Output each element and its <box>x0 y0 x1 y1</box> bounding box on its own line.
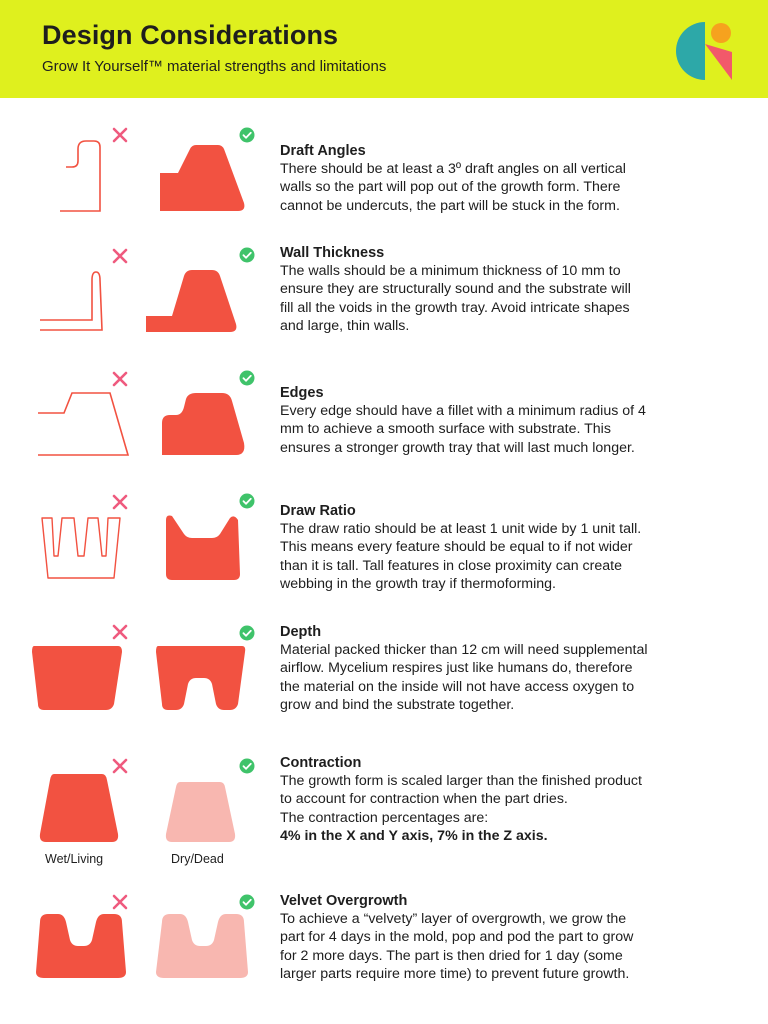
check-circle-icon <box>240 494 255 509</box>
check-circle-icon <box>240 626 255 641</box>
header-banner <box>0 0 768 98</box>
cross-icon <box>114 250 126 262</box>
check-circle-icon <box>240 371 255 386</box>
velvet-overgrowth-illustration <box>0 892 270 1012</box>
page-subtitle: Grow It Yourself™ material strengths and limitations <box>42 58 387 75</box>
check-circle-icon <box>240 248 255 263</box>
page-title: Design Considerations <box>42 20 339 50</box>
section-title: Edges <box>280 385 324 401</box>
section-body: Every edge should have a fillet with a minimum radius of 4 mm to achieve a smooth surface with substrate. This ensures a stronger growth tray that will last much longer. <box>280 403 646 456</box>
cross-icon <box>114 626 126 638</box>
check-circle-icon <box>240 128 255 143</box>
wall-thickness-illustration <box>0 244 270 364</box>
section-body: There should be at least a 3º draft angles on all vertical walls so the part will pop out of the growth form. There cannot be undercuts, the part will be stuck in the form. <box>280 161 626 214</box>
section-title: Velvet Overgrowth <box>280 893 408 909</box>
caption-wet-living: Wet/Living <box>45 852 104 866</box>
section-body: The growth form is scaled larger than the finished product to account for contraction when the part dries. The contraction percentages are: 4% in the X and Y axis, 7% in the Z axis. <box>280 772 720 846</box>
section-title: Draft Angles <box>280 143 366 159</box>
draft-angles-illustration <box>0 125 270 245</box>
contraction-illustration <box>0 754 270 874</box>
cross-icon <box>114 896 126 908</box>
caption-dry-dead: Dry/Dead <box>171 852 224 866</box>
check-circle-icon <box>240 759 255 774</box>
cross-icon <box>114 129 126 141</box>
cross-icon <box>114 760 126 772</box>
section-title: Depth <box>280 624 322 640</box>
edges-illustration <box>0 369 270 489</box>
draw-ratio-illustration <box>0 492 270 612</box>
check-circle-icon <box>240 895 255 910</box>
section-body: The draw ratio should be at least 1 unit wide by 1 unit tall. This means every feature should be equal to if not wider than it is tall. Tall features in close proximity can create webbing in the growth tray if thermoforming. <box>280 521 642 593</box>
contraction-percentages: 4% in the X and Y axis, 7% in the Z axis. <box>280 828 548 845</box>
cross-icon <box>114 373 126 385</box>
cross-icon <box>114 496 126 508</box>
grow-it-yourself-logo <box>672 18 738 84</box>
section-title: Wall Thickness <box>280 245 385 261</box>
section-title: Contraction <box>280 755 362 771</box>
section-body: The walls should be a minimum thickness of 10 mm to ensure they are structurally sound and the substrate will fill all the voids in the growth tray. Avoid intricate shapes and large, thin walls. <box>280 263 631 335</box>
section-title: Draw Ratio <box>280 503 356 519</box>
section-body: Material packed thicker than 12 cm will need supplemental airflow. Mycelium respires just like humans do, therefore the material on the inside will not have access oxygen to grow and bind the substrate together. <box>280 642 648 714</box>
depth-illustration <box>0 622 270 742</box>
section-body: To achieve a “velvety” layer of overgrowth, we grow the part for 4 days in the mold, pop and pod the part to grow for 2 more days. The part is then dried for 1 day (some larger parts require more time) to prevent future growth. <box>280 911 634 983</box>
